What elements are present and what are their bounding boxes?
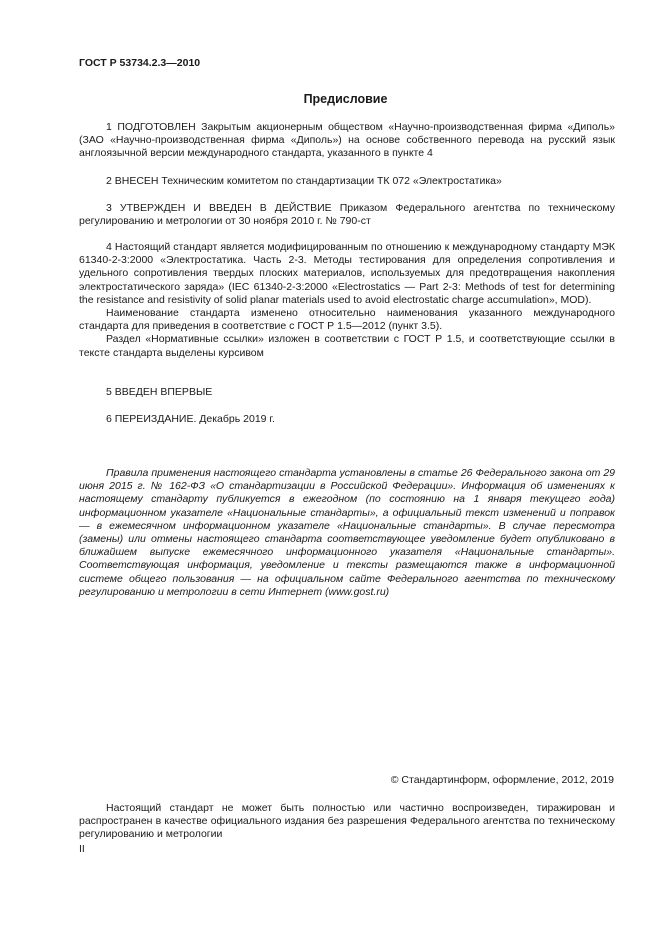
copyright-line: © Стандартинформ, оформление, 2012, 2019 — [390, 774, 614, 786]
foreword-item-2-block — [79, 175, 615, 188]
foreword-title: Предисловие — [303, 92, 388, 106]
application-rules-notice: Правила применения настоящего стандарта установлены в статье 26 Федерального закона от 29 июня 2015 г. № 162-ФЗ «О стандартизации в Российской Федерации». Информация об изменениях к настоящему стандарту публикуется в ежегодном (по состоянию на 1 января текущего года) информационном указателе «Национальные стандарты», а официальный текст изменений и поправок — в ежемесячном информационном указателе «Национальные стандарты». В случае пересмотра (замены) или отмены настоящего стандарта соответствующее уведомление будет опубликовано в ближайшем выпуске ежемесячного информационного указателя «Национальные стандарты». Соответствующая информация, уведомление и тексты размещаются также в информационной системе общего пользования — на официальном сайте Федерального агентства по техническому регулированию и метрологии в сети Интернет (www.gost.ru) — [79, 467, 615, 598]
foreword-item-3: 3 УТВЕРЖДЕН И ВВЕДЕН В ДЕЙСТВИЕ Приказом Федерального агентства по техническому регулированию и метрологии от 30 ноября 2010 г. № 790-ст — [79, 202, 615, 228]
foreword-item-4-note-2: Раздел «Нормативные ссылки» изложен в соответствии с ГОСТ Р 1.5, и соответствующие ссылки в тексте стандарта выделены курсивом — [79, 333, 615, 359]
foreword-item-6: 6 ПЕРЕИЗДАНИЕ. Декабрь 2019 г. — [106, 413, 275, 425]
foreword-item-4-note-1: Наименование стандарта изменено относительно наименования указанного международного стандарта для приведения в соответствие с ГОСТ Р 1.5—2012 (пункт 3.5). — [79, 307, 615, 333]
standard-code-header: ГОСТ Р 53734.2.3—2010 — [79, 57, 201, 69]
application-rules-notice-block — [79, 467, 615, 599]
foreword-item-6-block — [79, 413, 615, 426]
page-number: II — [79, 843, 85, 855]
foreword-item-3-block — [79, 202, 615, 228]
reproduction-notice-block — [79, 802, 615, 842]
foreword-item-4-block — [79, 241, 615, 360]
foreword-item-2: 2 ВНЕСЕН Техническим комитетом по стандартизации ТК 072 «Электростатика» — [106, 175, 502, 187]
foreword-item-5: 5 ВВЕДЕН ВПЕРВЫЕ — [106, 386, 213, 398]
foreword-item-4: 4 Настоящий стандарт является модифицированным по отношению к международному стандарту МЭК 61340-2-3:2000 «Электростатика. Часть 2-3. Методы тестирования для определения сопротивления и удельного сопротивления твердых плоских материалов, используемых для предотвращения накопления электростатического заряда» (IEC 61340-2-3:2000 «Electrostatics — Part 2-3: Methods of test for determining the resistance and resistivity of solid planar materials used to avoid electrostatic charge accumulation», MOD). — [79, 241, 615, 306]
foreword-item-5-block — [79, 386, 615, 399]
reproduction-notice: Настоящий стандарт не может быть полностью или частично воспроизведен, тиражирован и распространен в качестве официального издания без разрешения Федерального агентства по техническому регулированию и метрологии — [79, 802, 615, 841]
foreword-item-1-block — [79, 121, 615, 161]
foreword-item-1: 1 ПОДГОТОВЛЕН Закрытым акционерным обществом «Научно-производственная фирма «Диполь» (ЗАО «Научно-производственная фирма «Диполь») на основе собственного перевода на русский язык англоязычной версии международного стандарта, указанного в пункте 4 — [79, 121, 615, 160]
